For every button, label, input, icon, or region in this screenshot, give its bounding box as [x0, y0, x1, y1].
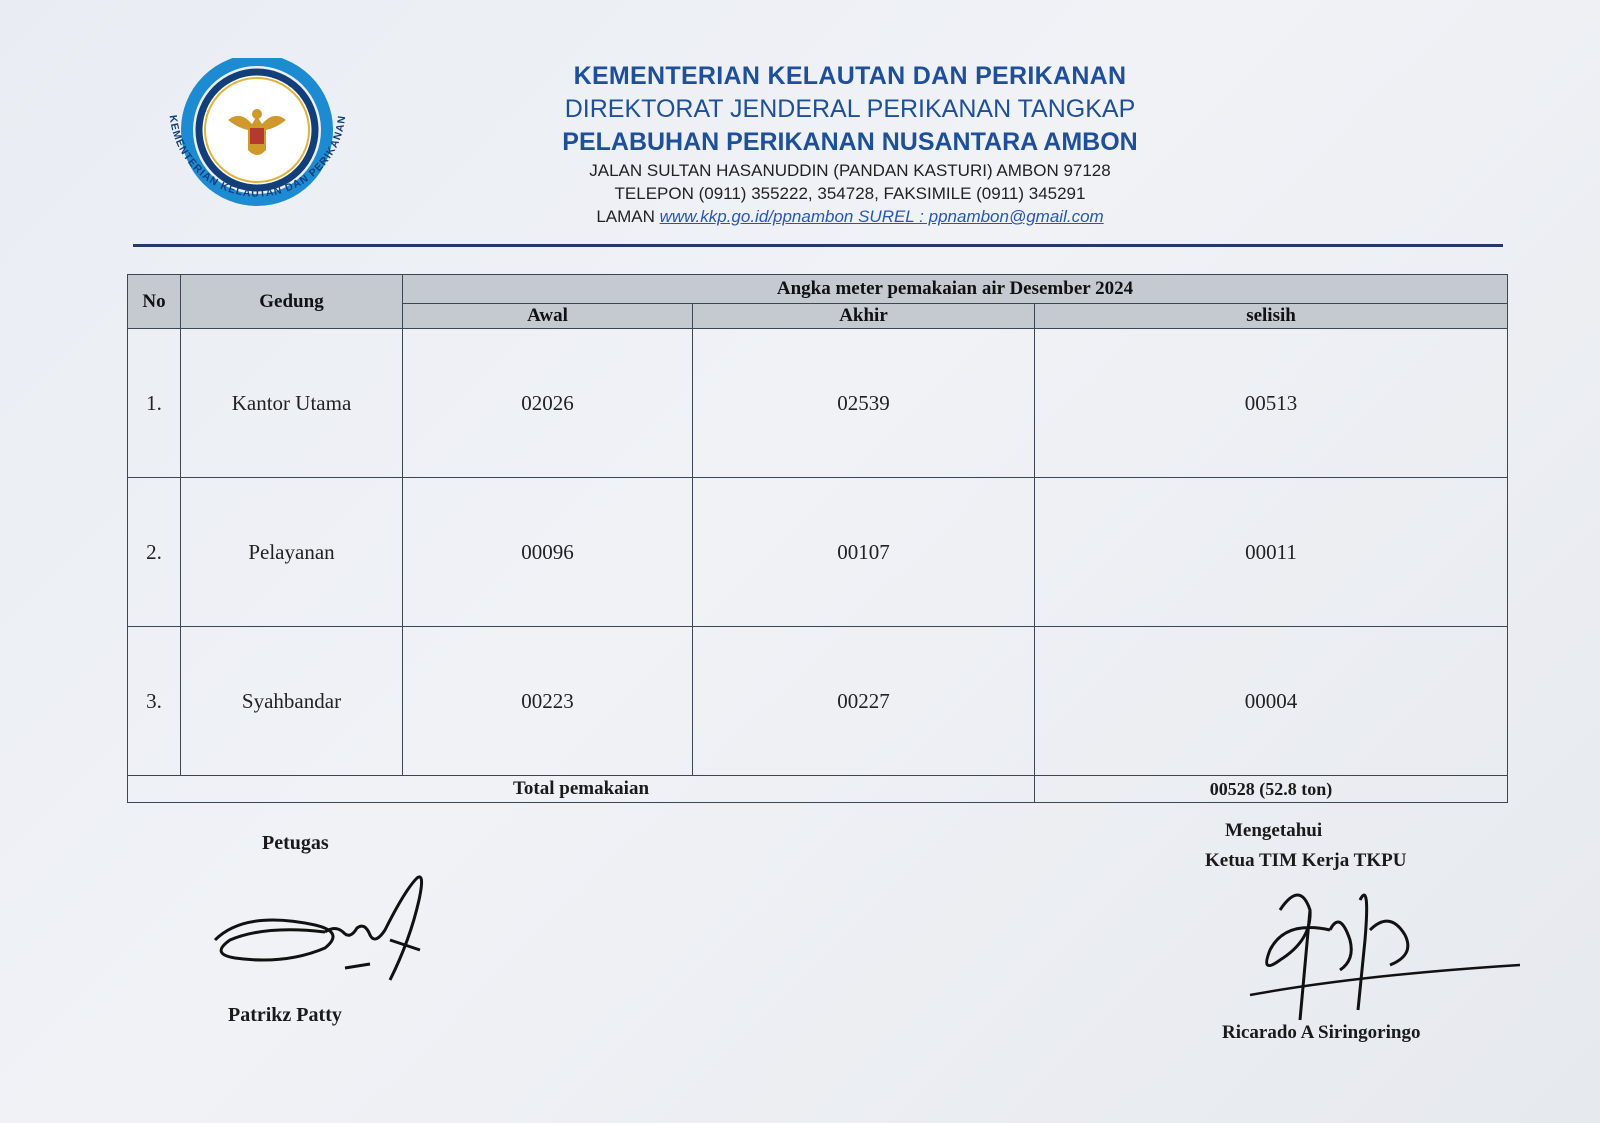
web-label: LAMAN	[596, 207, 655, 226]
cell-awal: 00096	[403, 478, 693, 627]
letterhead-divider	[133, 244, 1503, 247]
table-row	[128, 627, 1508, 776]
signer-right-position: Ketua TIM Kerja TKPU	[1205, 850, 1407, 871]
table-row	[128, 329, 1508, 478]
cell-akhir: 00227	[693, 627, 1035, 776]
total-value: 00528 (52.8 ton)	[1035, 776, 1508, 803]
cell-selisih: 00011	[1035, 478, 1508, 627]
ministry-name: KEMENTERIAN KELAUTAN DAN PERIKANAN	[573, 62, 1127, 90]
table-row	[128, 478, 1508, 627]
cell-gedung: Pelayanan	[181, 478, 403, 627]
cell-akhir: 02539	[693, 329, 1035, 478]
web-link[interactable]: www.kkp.go.id/ppnambon SUREL : ppnambon@gmail.com	[659, 207, 1104, 226]
header-group: Angka meter pemakaian air Desember 2024	[403, 275, 1508, 304]
cell-gedung: Syahbandar	[181, 627, 403, 776]
office-phone: TELEPON (0911) 355222, 354728, FAKSIMILE (0911) 345291	[614, 184, 1086, 203]
signer-right-label: Mengetahui	[1225, 820, 1323, 841]
cell-akhir: 00107	[693, 478, 1035, 627]
header-no: No	[128, 275, 181, 329]
cell-selisih: 00513	[1035, 329, 1508, 478]
total-row	[128, 776, 1508, 803]
signer-right-name: Ricarado A Siringoringo	[1222, 1022, 1421, 1043]
office-web	[470, 205, 1230, 228]
water-meter-table	[127, 274, 1508, 803]
header-selisih: selisih	[1035, 304, 1508, 329]
signer-left-title: Petugas	[262, 832, 329, 854]
directorate-name: DIREKTORAT JENDERAL PERIKANAN TANGKAP	[564, 95, 1136, 123]
header-awal: Awal	[403, 304, 693, 329]
cell-awal: 00223	[403, 627, 693, 776]
cell-no: 2.	[128, 478, 181, 627]
signer-left-name: Patrikz Patty	[228, 1004, 342, 1026]
cell-awal: 02026	[403, 329, 693, 478]
logo-ring-text: KEMENTERIAN KELAUTAN DAN PERIKANAN	[166, 114, 349, 200]
ministry-logo	[150, 58, 365, 218]
header-gedung: Gedung	[181, 275, 403, 329]
cell-no: 3.	[128, 627, 181, 776]
letterhead	[470, 60, 1230, 228]
signature-right	[1240, 880, 1530, 1030]
cell-selisih: 00004	[1035, 627, 1508, 776]
cell-no: 1.	[128, 329, 181, 478]
office-name: PELABUHAN PERIKANAN NUSANTARA AMBON	[562, 128, 1138, 156]
cell-gedung: Kantor Utama	[181, 329, 403, 478]
office-address: JALAN SULTAN HASANUDDIN (PANDAN KASTURI) AMBON 97128	[589, 161, 1111, 180]
header-akhir: Akhir	[693, 304, 1035, 329]
signature-left	[205, 870, 435, 1000]
total-label: Total pemakaian	[128, 776, 1035, 803]
